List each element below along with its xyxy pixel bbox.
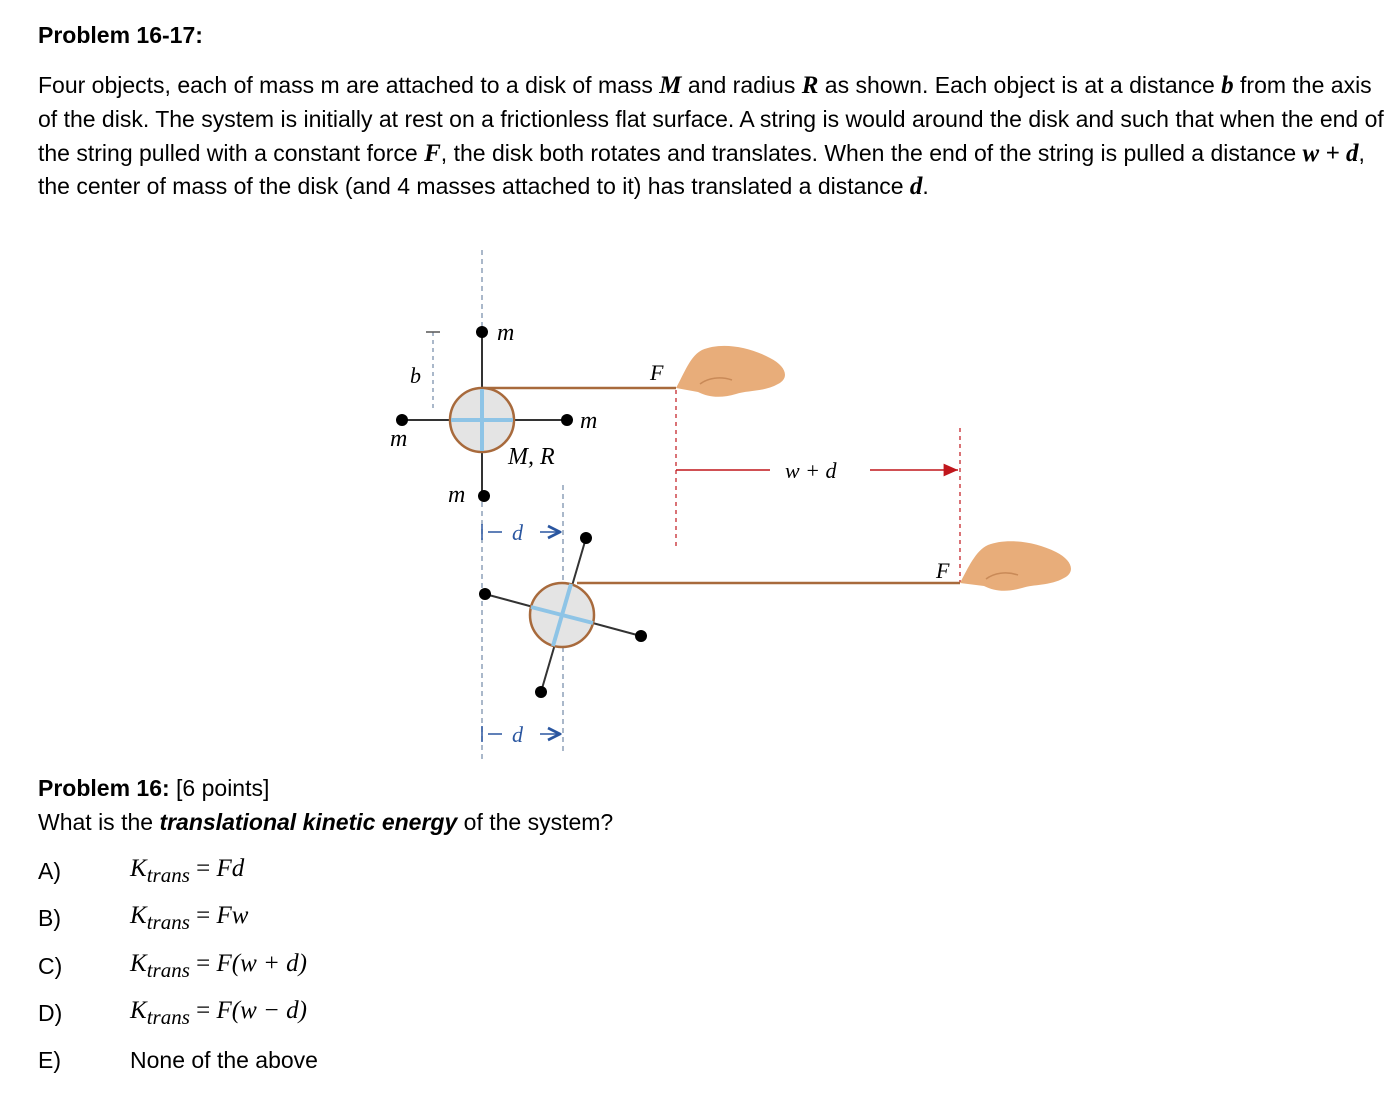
question-title: Problem 16: [6 points] bbox=[38, 775, 270, 801]
label-d-bottom: d bbox=[512, 722, 523, 747]
mass-right-final bbox=[635, 630, 647, 642]
problem-header: Problem 16-17: bbox=[38, 22, 203, 48]
var-M: M bbox=[659, 72, 682, 99]
mass-top-final bbox=[580, 532, 592, 544]
label-w-plus-d: w + d bbox=[785, 458, 837, 483]
hand-final-icon bbox=[960, 541, 1071, 591]
problem-intro-paragraph: Four objects, each of mass m are attached to a disk of mass M and radius R as shown. Each object is at a distance b from the axis of the disk. The system is initially at rest on a frictionless flat surface. A string is would around the disk and such that when the end of the string pulled with a constant force F, the disk both rotates and translates. When the end of the string is pulled a distance w + d, the center of mass of the disk (and 4 masses attached to it) has translated a distance d. bbox=[38, 72, 1384, 201]
label-M-R: M, R bbox=[508, 444, 555, 470]
label-d-top: d bbox=[512, 520, 523, 545]
label-m-top: m bbox=[497, 320, 515, 346]
mass-bottom-final bbox=[535, 686, 547, 698]
var-d: d bbox=[909, 173, 923, 201]
label-m-left: m bbox=[390, 426, 408, 452]
label-F-top: F bbox=[650, 360, 664, 385]
var-b: b bbox=[1221, 72, 1234, 99]
label-b: b bbox=[410, 363, 421, 388]
var-R: R bbox=[801, 72, 819, 99]
mass-left-initial bbox=[396, 414, 408, 426]
mass-right-initial bbox=[561, 414, 573, 426]
label-F-bottom: F bbox=[936, 558, 950, 583]
mass-left-final bbox=[479, 588, 491, 600]
label-m-right: m bbox=[580, 408, 598, 434]
mass-bottom-initial bbox=[478, 490, 490, 502]
mass-top-initial bbox=[476, 326, 488, 338]
var-w-plus-d: w + d bbox=[1302, 139, 1359, 167]
var-F: F bbox=[424, 139, 441, 167]
hand-initial-icon bbox=[676, 346, 785, 397]
question-text: What is the translational kinetic energy of the system? bbox=[38, 809, 614, 835]
label-m-bottom: m bbox=[448, 482, 466, 508]
